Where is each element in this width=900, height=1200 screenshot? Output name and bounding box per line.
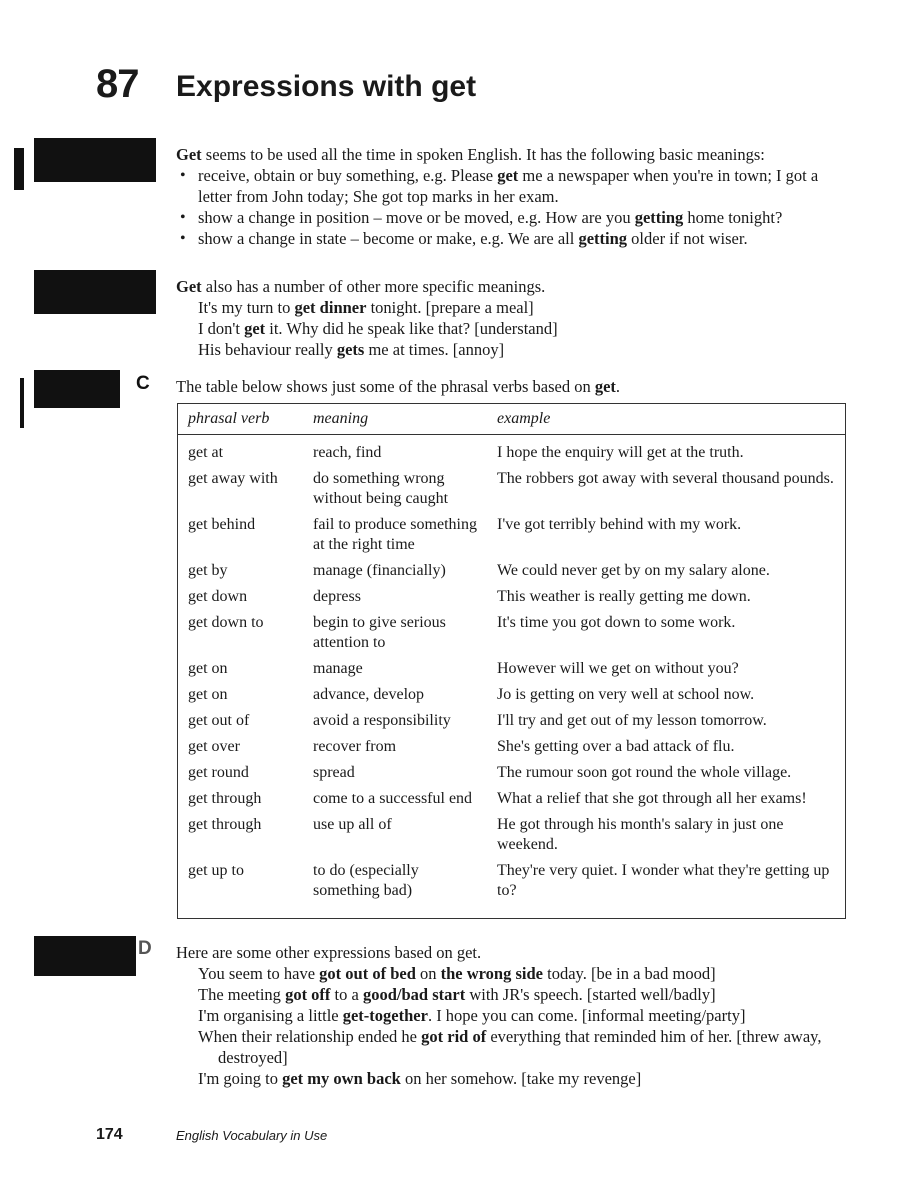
example-cell: The rumour soon got round the whole village. [497, 764, 792, 781]
table-row [178, 787, 845, 813]
table-header-row [178, 404, 845, 435]
book-title: English Vocabulary in Use [176, 1128, 328, 1143]
table-row [178, 585, 845, 611]
table-row [178, 761, 845, 787]
phrasal-verb-cell: get round [188, 764, 249, 781]
meaning-cell: manage (financially) [313, 562, 446, 579]
meaning-cell: depress [313, 588, 361, 605]
expression-line: When their relationship ended he got rid of everything that reminded him of her. [threw away, destroyed] [198, 1027, 822, 1067]
example-cell: We could never get by on my salary alone. [497, 562, 770, 579]
table-row [178, 467, 845, 513]
table-row [178, 735, 845, 761]
section-d-marker [34, 936, 136, 976]
section-a-intro: Get seems to be used all the time in spoken English. It has the following basic meanings: [176, 145, 765, 164]
phrasal-verb-cell: get on [188, 686, 228, 703]
example-cell: They're very quiet. I wonder what they're getting up to? [497, 862, 830, 899]
column-header: phrasal verb [178, 404, 303, 435]
example-cell: This weather is really getting me down. [497, 588, 751, 605]
meaning-cell: avoid a responsibility [313, 712, 451, 729]
phrasal-verb-cell: get by [188, 562, 228, 579]
phrasal-verb-cell: get on [188, 660, 228, 677]
section-b-intro: Get also has a number of other more specific meanings. [176, 277, 546, 296]
example-cell: Jo is getting on very well at school now. [497, 686, 755, 703]
meaning-cell: begin to give serious attention to [313, 614, 446, 651]
bullet-item: • show a change in position – move or be moved, e.g. How are you getting home tonight? [176, 207, 856, 228]
example-cell: I hope the enquiry will get at the truth. [497, 444, 744, 461]
example-cell: What a relief that she got through all her exams! [497, 790, 807, 807]
page-number: 174 [96, 1126, 123, 1143]
phrasal-verb-cell: get down to [188, 614, 264, 631]
meaning-cell: come to a successful end [313, 790, 473, 807]
phrasal-verb-cell: get at [188, 444, 224, 461]
expression-line: I'm organising a little get-together. I hope you can come. [informal meeting/party] [198, 1006, 746, 1025]
meaning-cell: reach, find [313, 444, 382, 461]
table-row [178, 559, 845, 585]
example-cell: The robbers got away with several thousand pounds. [497, 470, 834, 487]
table-row [178, 513, 845, 559]
meaning-cell: fail to produce something at the right time [313, 516, 477, 553]
meaning-cell: recover from [313, 738, 397, 755]
bullet-item: • show a change in state – become or make, e.g. We are all getting older if not wiser. [176, 228, 856, 249]
meaning-cell: to do (especially something bad) [313, 862, 419, 899]
phrasal-verb-cell: get through [188, 790, 262, 807]
section-b-marker [34, 270, 156, 314]
table-row [178, 611, 845, 657]
table-row [178, 683, 845, 709]
unit-title: Expressions with get [176, 70, 477, 103]
column-header: meaning [303, 404, 487, 435]
section-c-marker-tail [20, 378, 24, 428]
example-cell: She's getting over a bad attack of flu. [497, 738, 735, 755]
example-line: His behaviour really gets me at times. [annoy] [198, 340, 505, 359]
section-d-intro: Here are some other expressions based on get. [176, 943, 482, 962]
table-body [178, 435, 845, 906]
expression-line: I'm going to get my own back on her somehow. [take my revenge] [198, 1069, 642, 1088]
example-cell: He got through his month's salary in just one weekend. [497, 816, 784, 853]
meaning-cell: manage [313, 660, 363, 677]
table-row [178, 859, 845, 905]
phrasal-verb-cell: get over [188, 738, 240, 755]
table-row [178, 435, 845, 468]
section-c-marker [34, 370, 120, 408]
table-row [178, 657, 845, 683]
column-header: example [487, 404, 845, 435]
meaning-cell: use up all of [313, 816, 392, 833]
section-b [176, 276, 856, 360]
example-cell: I've got terribly behind with my work. [497, 516, 742, 533]
meaning-cell: advance, develop [313, 686, 425, 703]
example-cell: It's time you got down to some work. [497, 614, 736, 631]
meaning-cell: do something wrong without being caught [313, 470, 449, 507]
phrasal-verb-cell: get away with [188, 470, 278, 487]
expression-line: You seem to have got out of bed on the wrong side today. [be in a bad mood] [198, 964, 716, 983]
section-d-letter: D [138, 938, 152, 959]
expression-line: The meeting got off to a good/bad start with JR's speech. [started well/badly] [198, 985, 716, 1004]
meaning-cell: spread [313, 764, 355, 781]
example-line: It's my turn to get dinner tonight. [prepare a meal] [198, 298, 534, 317]
phrasal-verb-cell: get out of [188, 712, 250, 729]
section-c-intro: The table below shows just some of the phrasal verbs based on get. [176, 377, 621, 396]
phrasal-verb-table [177, 403, 846, 919]
section-a [176, 144, 856, 249]
example-cell: I'll try and get out of my lesson tomorrow. [497, 712, 767, 729]
bullet-item: • receive, obtain or buy something, e.g. Please get me a newspaper when you're in town; I got a letter from John today; She got top marks in her exam. [176, 165, 856, 207]
section-c-letter: C [136, 373, 150, 394]
phrasal-verb-cell: get up to [188, 862, 244, 879]
section-a-marker [34, 138, 156, 182]
section-d [176, 942, 866, 1089]
table-row [178, 813, 845, 859]
phrasal-verb-cell: get through [188, 816, 262, 833]
table-row [178, 709, 845, 735]
example-cell: However will we get on without you? [497, 660, 739, 677]
phrasal-verb-cell: get down [188, 588, 248, 605]
phrasal-verb-cell: get behind [188, 516, 256, 533]
example-line: I don't get it. Why did he speak like that? [understand] [198, 319, 558, 338]
section-a-marker-tail [14, 148, 24, 190]
unit-number: 87 [96, 62, 139, 106]
